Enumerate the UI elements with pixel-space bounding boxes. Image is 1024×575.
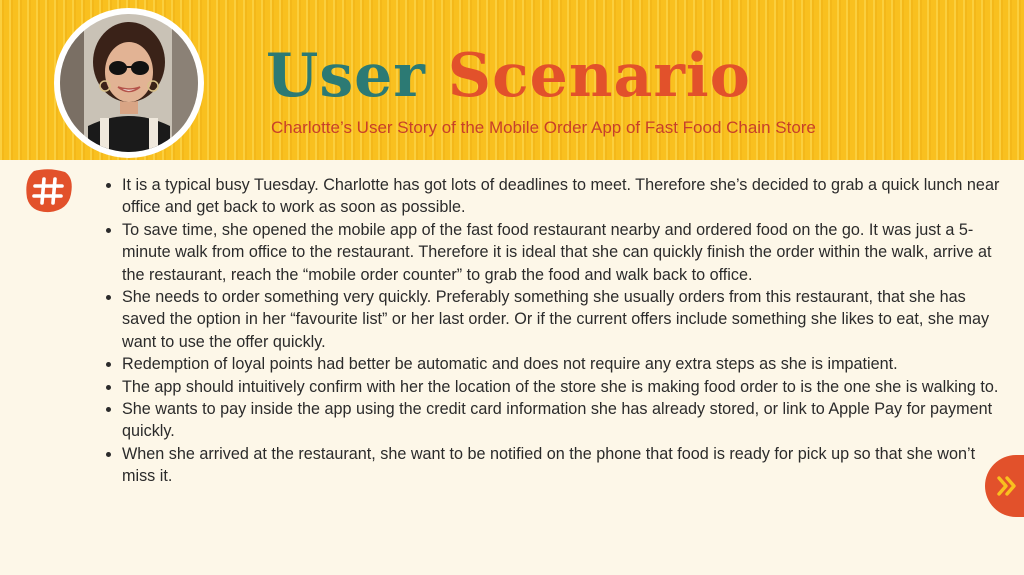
page-subtitle: Charlotte’s User Story of the Mobile Order App of Fast Food Chain Store bbox=[271, 118, 816, 137]
double-chevron-right-icon bbox=[985, 455, 1024, 517]
avatar bbox=[54, 8, 204, 158]
title-word-user: User bbox=[266, 41, 426, 111]
list-item: • The app should intuitively confirm with her the location of the store she is making food order to is the one she is walking to. bbox=[122, 376, 1002, 398]
profile-photo bbox=[60, 14, 198, 152]
list-item: • It is a typical busy Tuesday. Charlotte has got lots of deadlines to meet. Therefore she’s decided to grab a quick lunch near office and get back to work as soon as possible. bbox=[122, 174, 1002, 219]
page-title bbox=[266, 38, 751, 114]
list-item: • Redemption of loyal points had better be automatic and does not require any extra steps as she is impatient. bbox=[122, 353, 1002, 375]
list-item: • She needs to order something very quickly. Preferably something she usually orders from this restaurant, that she has saved the option in her “favourite list” or her last order. Or if the current offers include something she likes to eat, she may want to use the offer quickly. bbox=[122, 286, 1002, 353]
list-item: • To save time, she opened the mobile app of the fast food restaurant nearby and ordered food on the go. It was just a 5-minute walk from office to the restaurant. Therefore it is ideal that she can quickly finish the order within the walk, arrive at the restaurant, reach the “mobile order counter” to grab the food and walk back to office. bbox=[122, 219, 1002, 286]
title-word-scenario: Scenario bbox=[447, 41, 751, 111]
scenario-bullet-list bbox=[104, 174, 1002, 488]
list-item: • She wants to pay inside the app using the credit card information she has already stored, or link to Apple Pay for payment quickly. bbox=[122, 398, 1002, 443]
next-slide-button[interactable] bbox=[985, 455, 1024, 517]
list-item: • When she arrived at the restaurant, she want to be notified on the phone that food is ready for pick up so that she won’t miss it. bbox=[122, 443, 1002, 488]
header-banner bbox=[0, 0, 1024, 160]
hash-icon bbox=[24, 168, 74, 214]
